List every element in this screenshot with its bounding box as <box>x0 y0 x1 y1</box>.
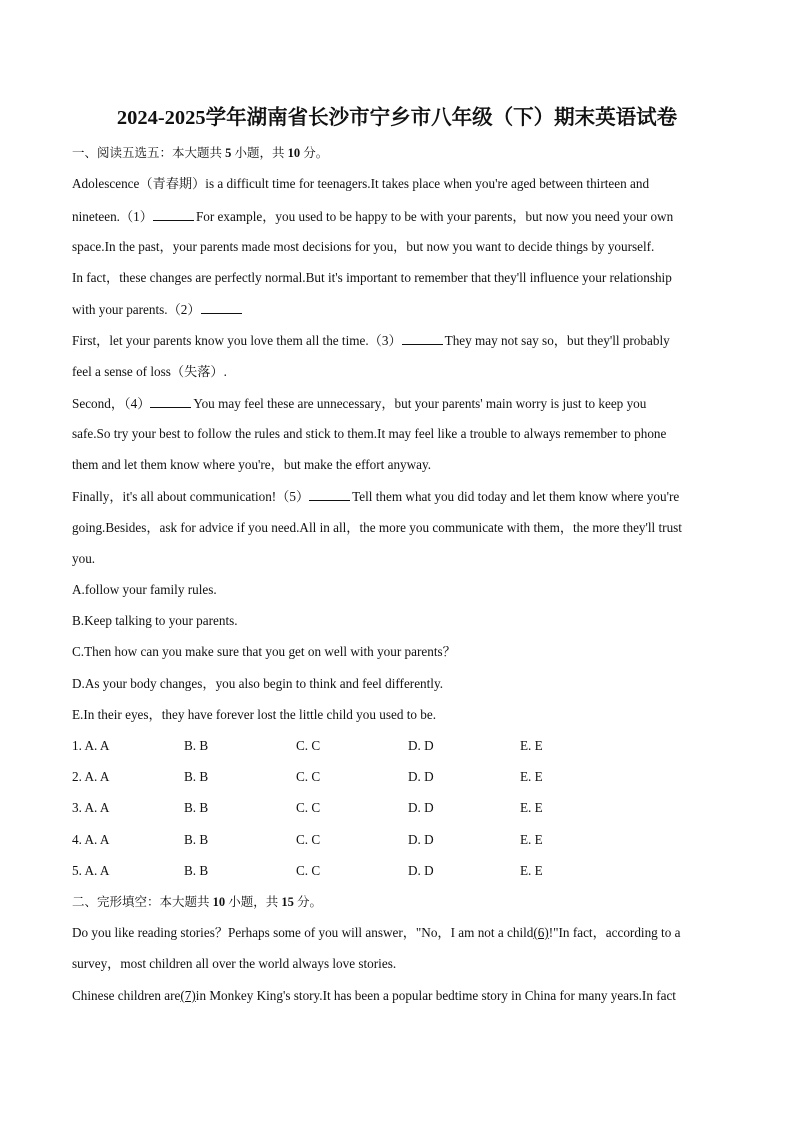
option-e[interactable]: E. E <box>520 800 543 815</box>
question-options-row <box>72 798 632 818</box>
passage-text: First，let your parents know you love them all the time.（3） <box>72 333 402 348</box>
passage-line: them and let them know where you're，but make the effort anyway. <box>72 457 432 472</box>
answer-blank-1[interactable] <box>153 206 194 221</box>
passage-line: safe.So try your best to follow the rules and stick to them.It may feel like a trouble to always remember to phone <box>72 426 667 441</box>
passage-line <box>72 206 722 227</box>
option-d[interactable]: D. D <box>408 863 434 878</box>
passage-line: you. <box>72 551 96 566</box>
section-1-heading-prefix: 一、阅读五选五：本大题共 <box>72 146 226 160</box>
option-a[interactable]: 4. A. A <box>72 832 110 847</box>
answer-blank-2[interactable] <box>201 299 242 314</box>
option-e[interactable]: E. E <box>520 863 543 878</box>
passage-text: Do you like reading stories？Perhaps some of you will answer，"No，I am not a child <box>72 925 534 940</box>
section-2-score: 15 <box>281 895 294 909</box>
option-c[interactable]: C. C <box>296 738 321 753</box>
option-e[interactable]: E. E <box>520 738 543 753</box>
option-d[interactable]: D. D <box>408 800 434 815</box>
choice-c: C.Then how can you make sure that you get on well with your parents？ <box>72 644 456 659</box>
answer-blank-4[interactable] <box>150 393 191 408</box>
choice-a: A.follow your family rules. <box>72 582 217 597</box>
option-c[interactable]: C. C <box>296 863 321 878</box>
passage-text: Finally，it's all about communication!（5） <box>72 489 310 504</box>
passage-text: with your parents.（2） <box>72 302 201 317</box>
section-1-heading-mid: 小题，共 <box>231 146 288 160</box>
passage-2-line <box>72 923 722 943</box>
passage-text: You may feel these are unnecessary，but your parents' main worry is just to keep you <box>193 396 647 411</box>
section-2-question-count: 10 <box>212 895 226 909</box>
passage-text: in Monkey King's story.It has been a popular bedtime story in China for many years.In fact <box>195 988 676 1003</box>
passage-line: Adolescence（青春期）is a difficult time for teenagers.It takes place when you're aged between thirteen and <box>72 176 650 191</box>
option-d[interactable]: D. D <box>408 769 434 784</box>
option-b[interactable]: B. B <box>184 738 209 753</box>
answer-blank-3[interactable] <box>402 330 443 345</box>
passage-text: Chinese children are <box>72 988 181 1003</box>
section-1-heading <box>72 143 722 163</box>
option-b[interactable]: B. B <box>184 863 209 878</box>
cloze-blank-6[interactable]: (6) <box>533 925 549 940</box>
passage-2-line: survey，most children all over the world always love stories. <box>72 956 397 971</box>
section-1-heading-suffix: 分。 <box>300 146 329 160</box>
section-1-score: 10 <box>287 146 301 160</box>
passage-line: feel a sense of loss（失落）. <box>72 364 227 379</box>
passage-text: !"In fact，according to a <box>548 925 681 940</box>
passage-2-line <box>72 986 722 1006</box>
section-2-heading-mid: 小题，共 <box>225 895 282 909</box>
passage-line <box>72 299 722 320</box>
passage-line: going.Besides，ask for advice if you need.All in all，the more you communicate with them，the more they'll trust <box>72 520 682 535</box>
passage-text: Tell them what you did today and let them know where you're <box>352 489 680 504</box>
option-c[interactable]: C. C <box>296 832 321 847</box>
passage-text: They may not say so，but they'll probably <box>444 333 670 348</box>
passage-line: space.In the past，your parents made most decisions for you，but now you want to decide things by yourself. <box>72 239 655 254</box>
option-e[interactable]: E. E <box>520 769 543 784</box>
passage-text: nineteen.（1） <box>72 209 153 224</box>
section-1-question-count: 5 <box>225 146 232 160</box>
cloze-blank-7[interactable]: (7) <box>180 988 196 1003</box>
option-b[interactable]: B. B <box>184 769 209 784</box>
question-options-row <box>72 861 632 881</box>
question-options-row <box>72 767 632 787</box>
option-b[interactable]: B. B <box>184 800 209 815</box>
option-d[interactable]: D. D <box>408 738 434 753</box>
choice-e: E.In their eyes，they have forever lost the little child you used to be. <box>72 707 437 722</box>
passage-text: Second，（4） <box>72 396 151 411</box>
section-2-heading <box>72 892 722 912</box>
question-options-row <box>72 736 632 756</box>
choice-b: B.Keep talking to your parents. <box>72 613 238 628</box>
option-c[interactable]: C. C <box>296 800 321 815</box>
option-c[interactable]: C. C <box>296 769 321 784</box>
answer-blank-5[interactable] <box>309 486 350 501</box>
passage-line: In fact，these changes are perfectly normal.But it's important to remember that they'll influence your relationship <box>72 270 672 285</box>
passage-line <box>72 330 722 351</box>
passage-line <box>72 486 722 507</box>
option-e[interactable]: E. E <box>520 832 543 847</box>
option-b[interactable]: B. B <box>184 832 209 847</box>
page-title: 2024-2025学年湖南省长沙市宁乡市八年级（下）期末英语试卷 <box>116 107 678 129</box>
question-options-row <box>72 830 632 850</box>
option-a[interactable]: 5. A. A <box>72 863 110 878</box>
option-a[interactable]: 3. A. A <box>72 800 110 815</box>
choice-d: D.As your body changes，you also begin to think and feel differently. <box>72 676 444 691</box>
option-d[interactable]: D. D <box>408 832 434 847</box>
section-2-heading-suffix: 分。 <box>293 895 323 909</box>
option-a[interactable]: 1. A. A <box>72 738 110 753</box>
section-2-heading-prefix: 二、完形填空：本大题共 <box>72 895 213 909</box>
passage-line <box>72 393 722 414</box>
passage-text: For example，you used to be happy to be with your parents，but now you need your own <box>195 209 674 224</box>
option-a[interactable]: 2. A. A <box>72 769 110 784</box>
